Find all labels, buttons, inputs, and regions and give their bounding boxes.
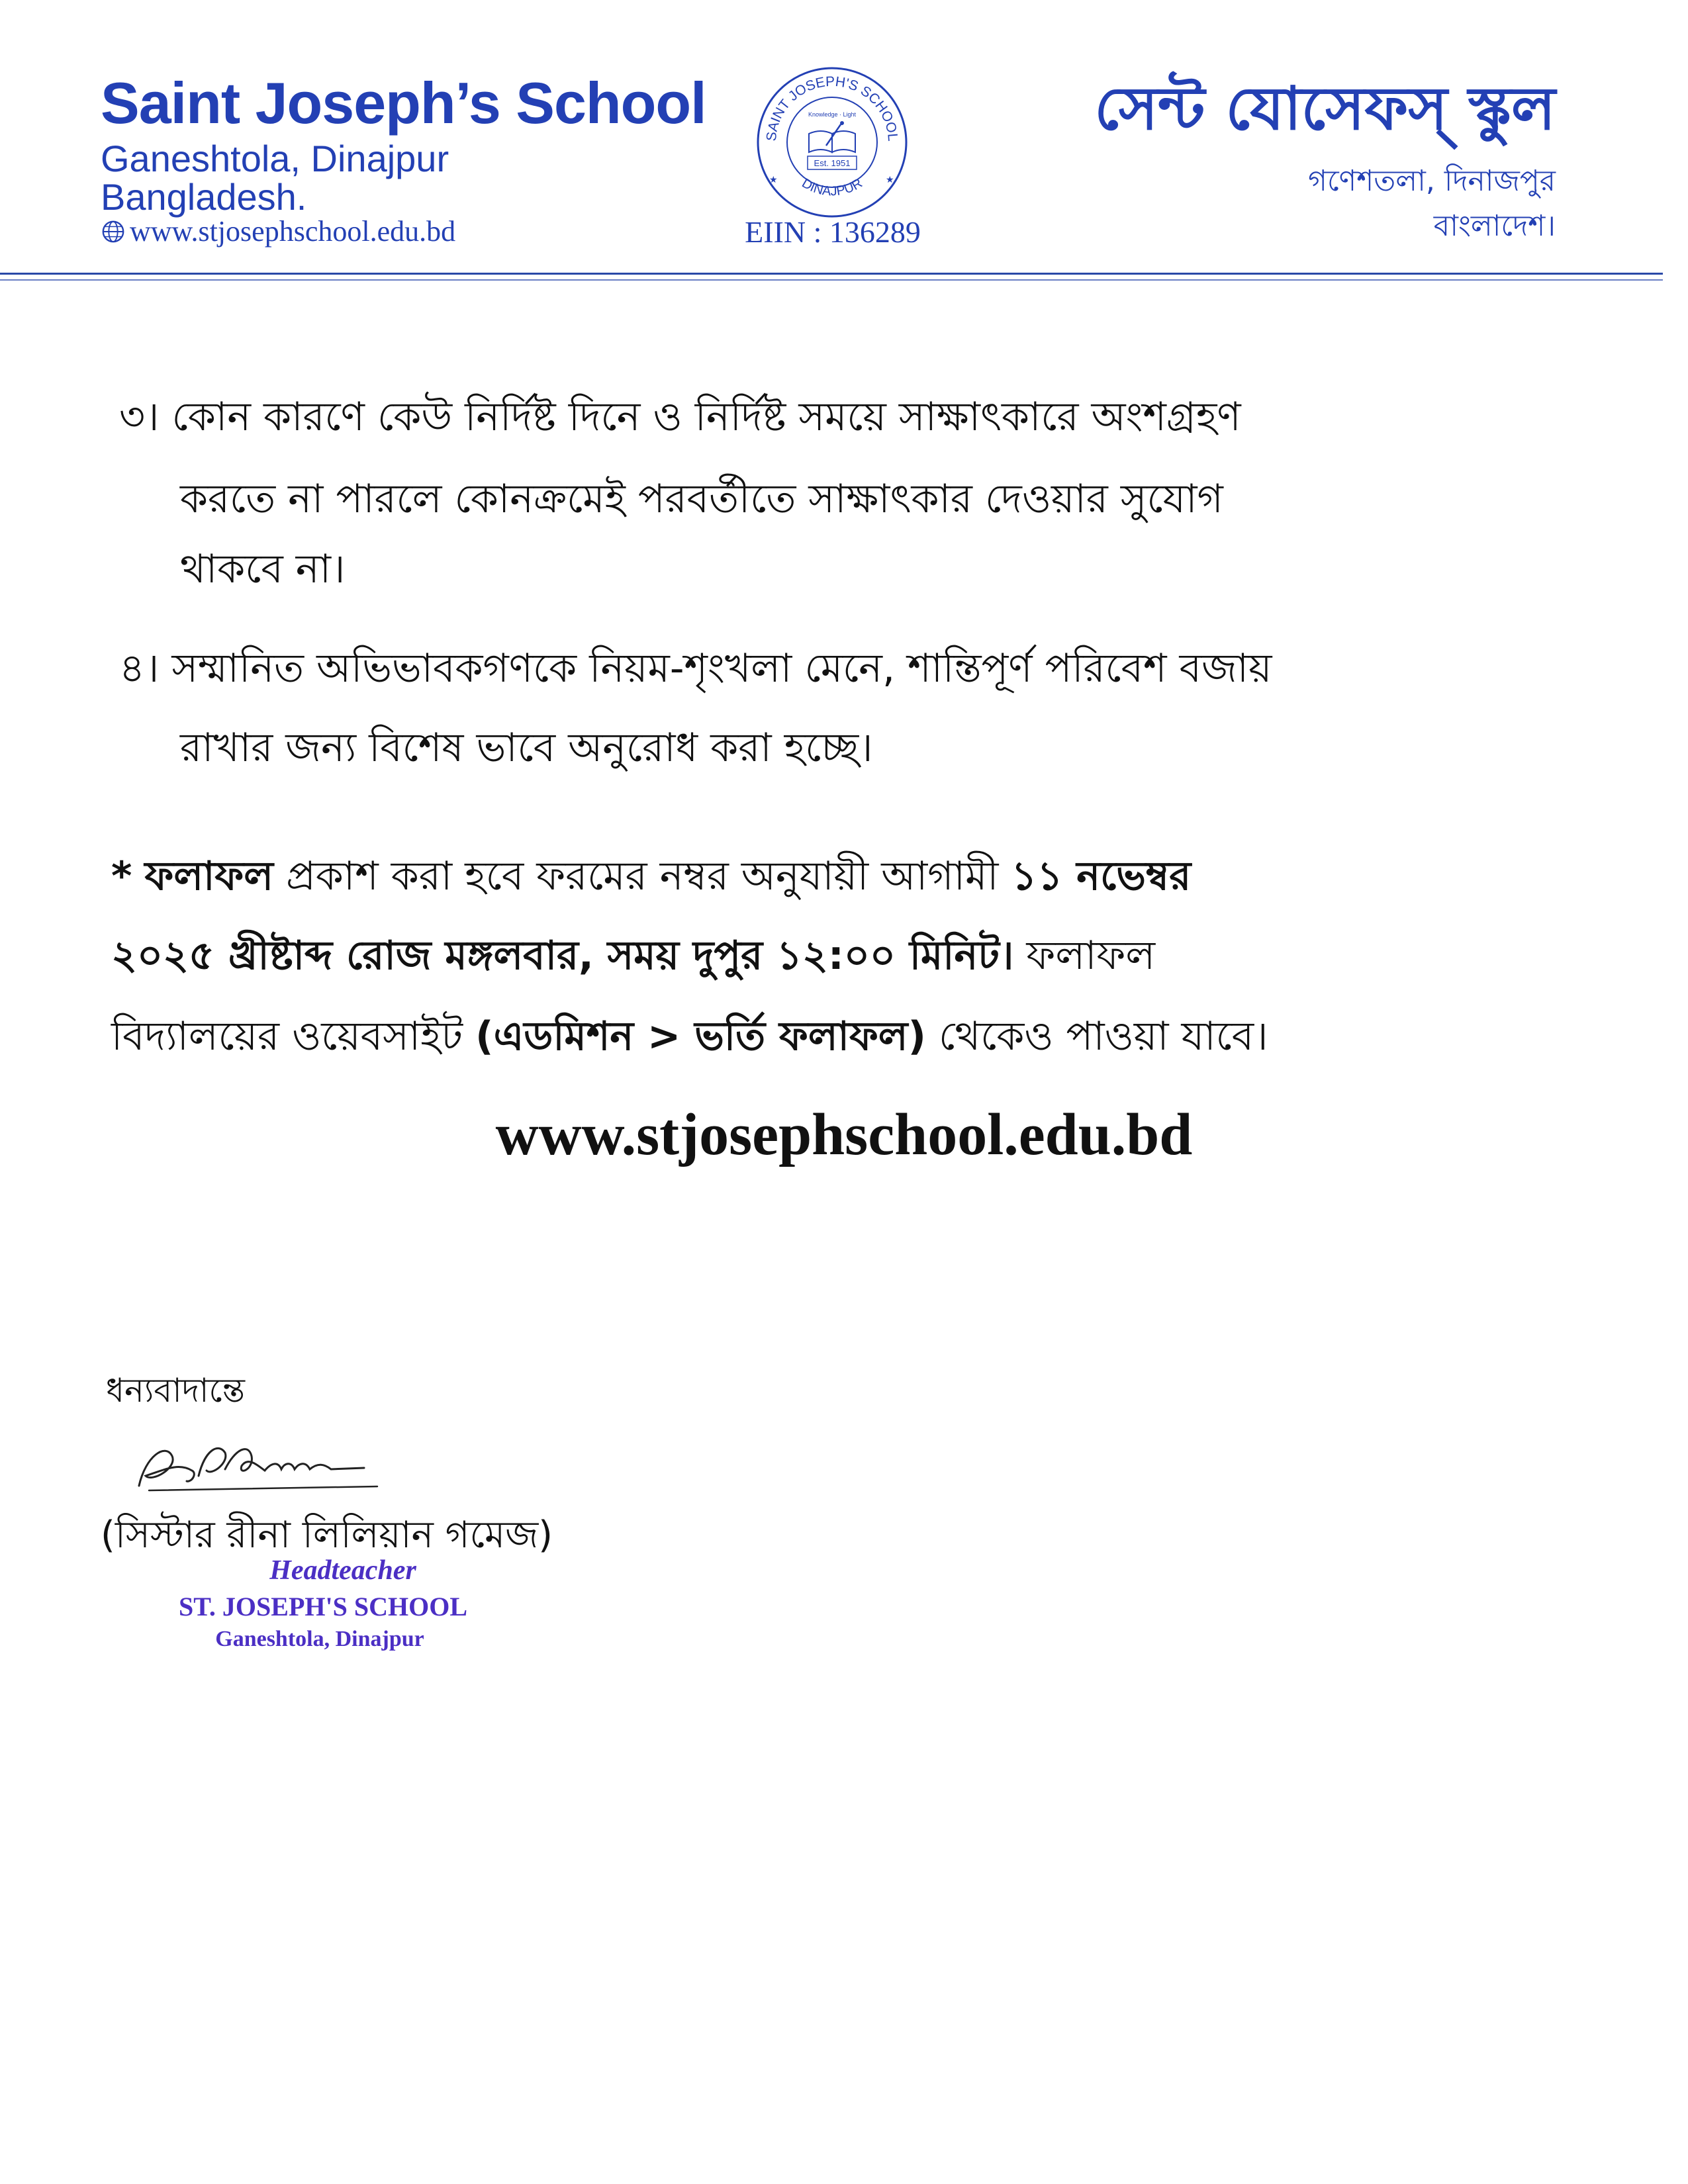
school-name-english: Saint Joseph’s School [101, 70, 706, 136]
header-divider-thin [0, 279, 1663, 281]
result-notice-line2 [111, 933, 1568, 979]
svg-text:DINAJPUR [799, 176, 865, 199]
list-text: সম্মানিত অভিভাবকগণকে নিয়ম-শৃংখলা মেনে, শান্তিপূর্ণ পরিবেশ বজায় [171, 645, 1272, 692]
school-city-english: Ganeshtola, Dinajpur [101, 138, 449, 179]
header-divider [0, 273, 1663, 275]
school-country-english: Bangladesh. [101, 176, 307, 218]
website-link[interactable]: www.stjosephschool.edu.bd [495, 1102, 1193, 1167]
globe-icon [101, 219, 126, 244]
closing-thanks: ধন্যবাদান্তে [106, 1371, 246, 1410]
asterisk: * [111, 853, 132, 899]
result-text-3b: থেকেও পাওয়া যাবে। [939, 1013, 1268, 1060]
open-book-icon [809, 121, 855, 152]
svg-text:★: ★ [769, 175, 778, 185]
result-text-3a: বিদ্যালয়ের ওয়েবসাইট [111, 1013, 463, 1060]
list-item-3-line2: করতে না পারলে কোনক্রমেই পরবর্তীতে সাক্ষাৎকার দেওয়ার সুযোগ [180, 476, 1223, 522]
seal-established: Est. 1951 [814, 158, 851, 168]
svg-text:★: ★ [886, 175, 894, 185]
school-country-bangla: বাংলাদেশ। [1433, 209, 1556, 243]
seal-top-text: SAINT JOSEPH'S SCHOOL [763, 73, 901, 142]
list-item-3-line3: থাকবে না। [180, 546, 346, 592]
result-text-1: প্রকাশ করা হবে ফরমের নম্বর অনুযায়ী আগামী [286, 853, 999, 899]
seal-motto: Knowledge · Light [808, 111, 857, 118]
list-item-3-line1 [119, 394, 1241, 440]
list-item-4-line1 [119, 645, 1272, 692]
school-city-bangla: গণেশতলা, দিনাজপুর [1308, 164, 1556, 198]
stamp-org: ST. JOSEPH'S SCHOOL [178, 1592, 468, 1621]
result-word-2: ফলাফল [1026, 933, 1156, 979]
school-seal [755, 65, 910, 220]
seal-bottom-text: DINAJPUR [799, 175, 865, 199]
result-word: ফলাফল [144, 853, 273, 899]
list-number: ৩। [119, 394, 160, 440]
result-notice-line3 [111, 1013, 1568, 1060]
eiin-number: EIIN : 136289 [745, 215, 921, 249]
result-date: ১১ নভেম্বর [1011, 853, 1192, 899]
list-text: কোন কারণে কেউ নির্দিষ্ট দিনে ও নির্দিষ্ট সময়ে সাক্ষাৎকারে অংশগ্রহণ [171, 394, 1241, 440]
signature [126, 1430, 404, 1502]
result-date-time: ২০২৫ খ্রীষ্টাব্দ রোজ মঙ্গলবার, সময় দুপুর ১২:০০ মিনিট। [111, 933, 1014, 979]
school-website-header[interactable] [101, 217, 455, 246]
list-number: ৪। [119, 645, 160, 692]
svg-text:SAINT JOSEPH'S SCHOOL [764, 74, 900, 142]
result-notice-line1 [111, 853, 1568, 899]
headteacher-stamp [158, 1557, 502, 1651]
signatory-name: (সিস্টার রীনা লিলিয়ান গমেজ) [101, 1514, 553, 1557]
stamp-place: Ganeshtola, Dinajpur [215, 1627, 424, 1651]
result-path: (এডমিশন > ভর্তি ফলাফল) [475, 1013, 926, 1060]
list-item-4-line2: রাখার জন্য বিশেষ ভাবে অনুরোধ করা হচ্ছে। [180, 725, 873, 771]
website-text: www.stjosephschool.edu.bd [130, 215, 456, 248]
school-name-bangla: সেন্ট যোসেফস্ স্কুল [1094, 74, 1556, 144]
stamp-role: Headteacher [269, 1555, 416, 1586]
